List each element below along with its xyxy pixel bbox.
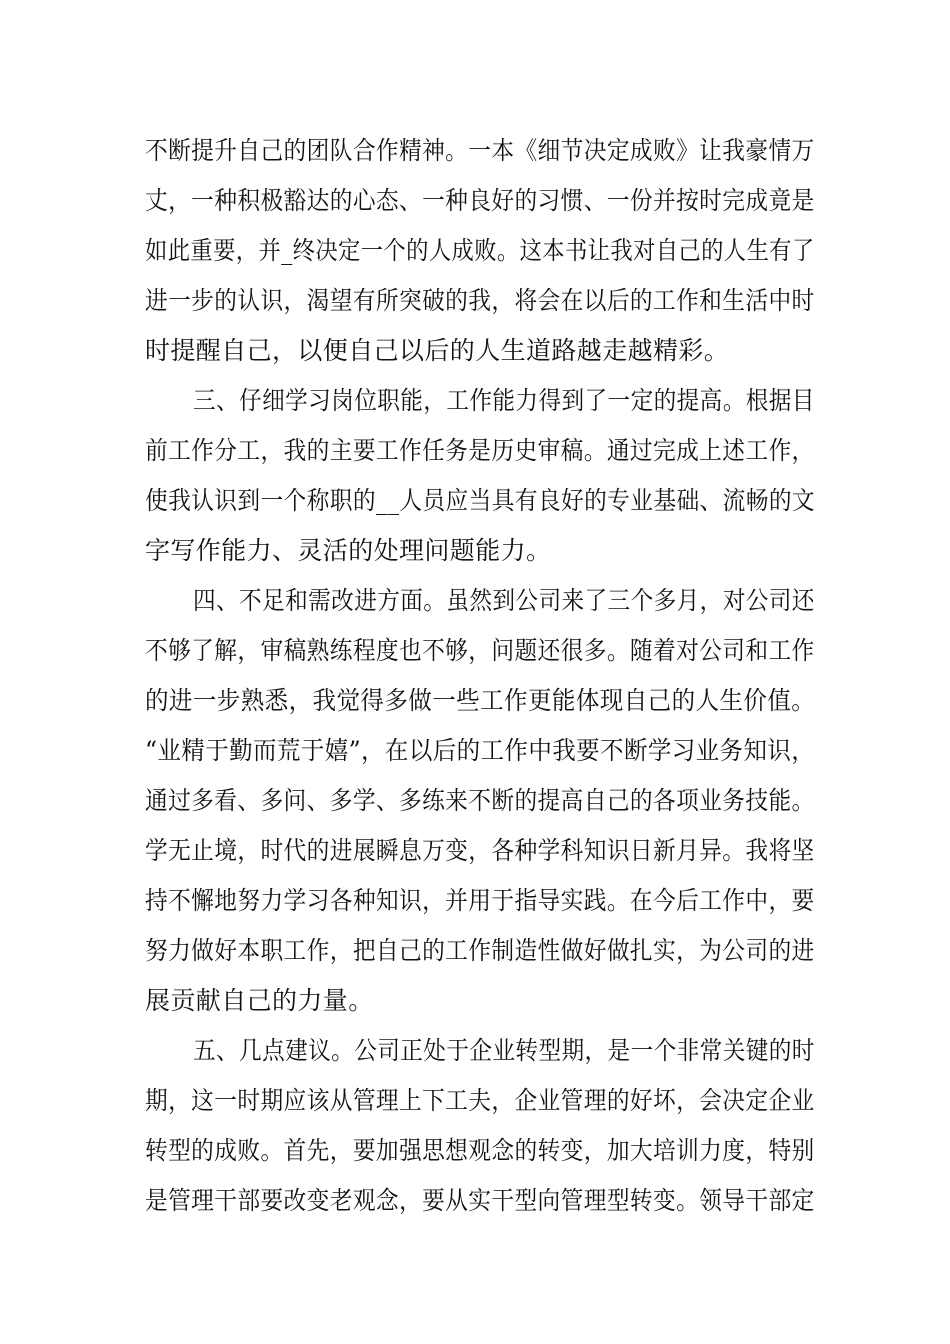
text-line: 丈，一种积极豁达的心态、一种良好的习惯、一份并按时完成竟是 bbox=[145, 186, 815, 215]
paragraph-heading-five: 五、几点建议。公司正处于企业转型期，是一个非常关键的时 bbox=[193, 1036, 815, 1065]
paragraph-heading-three: 三、仔细学习岗位职能，工作能力得到了一定的提高。根据目 bbox=[193, 386, 815, 415]
text-line: 持不懈地努力学习各种知识，并用于指导实践。在今后工作中，要 bbox=[145, 886, 815, 915]
text-line: 不够了解，审稿熟练程度也不够，问题还很多。随着对公司和工作 bbox=[145, 636, 815, 665]
text-line: 字写作能力、灵活的处理问题能力。 bbox=[145, 536, 552, 565]
text-line: 展贡献自己的力量。 bbox=[145, 986, 374, 1015]
text-line: 是管理干部要改变老观念，要从实干型向管理型转变。领导干部定 bbox=[145, 1186, 815, 1215]
text-line: 不断提升自己的团队合作精神。一本《细节决定成败》让我豪情万 bbox=[145, 136, 815, 165]
text-line: 学无止境，时代的进展瞬息万变，各种学科知识日新月异。我将坚 bbox=[145, 836, 815, 865]
text-line: 进一步的认识，渴望有所突破的我，将会在以后的工作和生活中时 bbox=[145, 286, 815, 315]
text-line: 努力做好本职工作，把自己的工作制造性做好做扎实，为公司的进 bbox=[145, 936, 815, 965]
text-line: 时提醒自己，以便自己以后的人生道路越走越精彩。 bbox=[145, 336, 730, 365]
text-line: 通过多看、多问、多学、多练来不断的提高自己的各项业务技能。 bbox=[145, 786, 815, 815]
text-line: 的进一步熟悉，我觉得多做一些工作更能体现自己的人生价值。 bbox=[145, 686, 816, 715]
text-line: 如此重要，并_终决定一个的人成败。这本书让我对自己的人生有了 bbox=[145, 236, 815, 265]
text-line: 转型的成败。首先，要加强思想观念的转变，加大培训力度，特别 bbox=[145, 1136, 815, 1165]
text-line: “业精于勤而荒于嬉”，在以后的工作中我要不断学习业务知识， bbox=[145, 736, 816, 765]
text-line: 使我认识到一个称职的__人员应当具有良好的专业基础、流畅的文 bbox=[145, 486, 816, 515]
text-line: 期，这一时期应该从管理上下工夫，企业管理的好坏，会决定企业 bbox=[145, 1086, 815, 1115]
paragraph-heading-four: 四、不足和需改进方面。虽然到公司来了三个多月，对公司还 bbox=[193, 586, 815, 615]
text-line: 前工作分工，我的主要工作任务是历史审稿。通过完成上述工作， bbox=[145, 436, 815, 465]
